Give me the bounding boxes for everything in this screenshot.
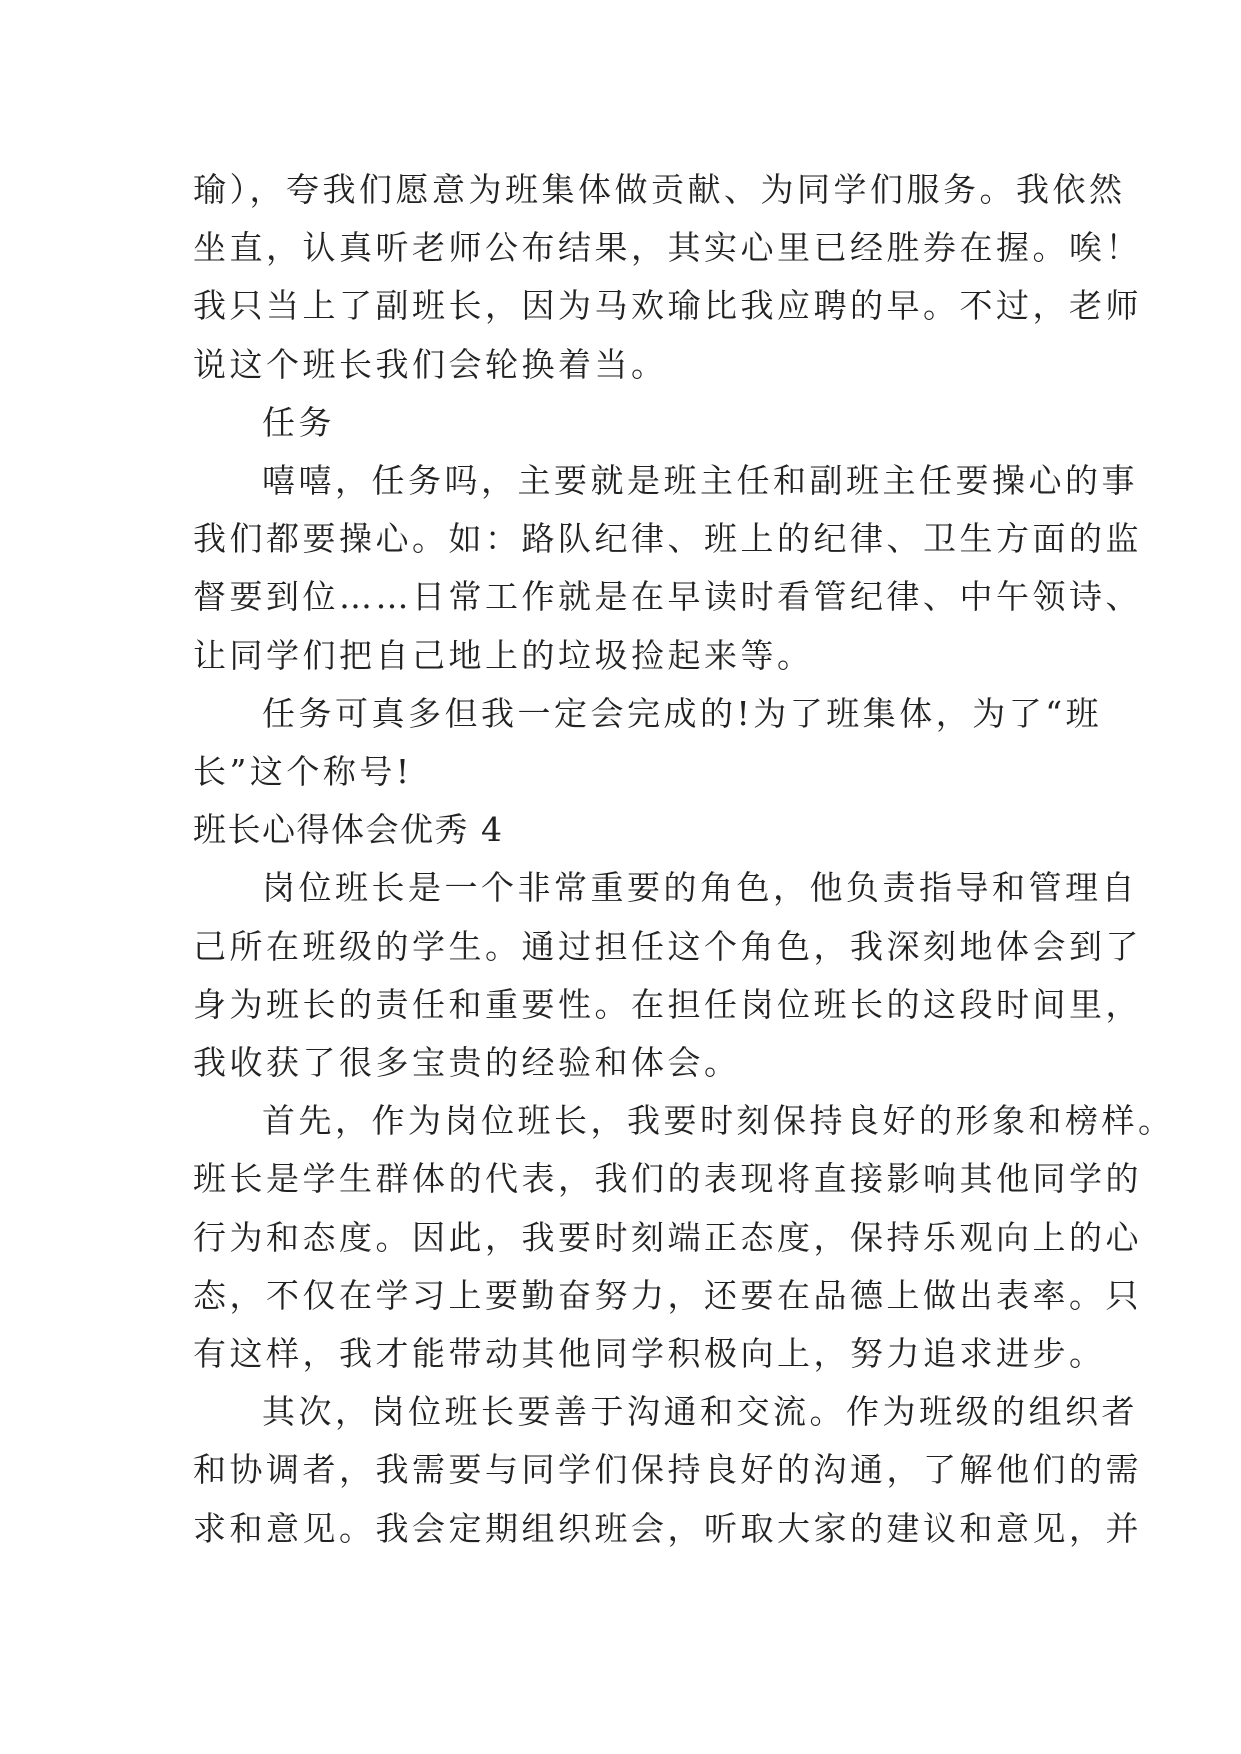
paragraph-3-continued bbox=[193, 510, 1142, 685]
text-line: 让同学们把自己地上的垃圾捡起来等。 bbox=[193, 635, 814, 675]
text-line: 嘻嘻，任务吗，主要就是班主任和副班主任要操心的事 bbox=[262, 461, 1138, 501]
paragraph-5-continued bbox=[193, 918, 1142, 1093]
text-line: 我收获了很多宝贵的经验和体会。 bbox=[193, 1043, 741, 1083]
text-line: 有这样，我才能带动其他同学积极向上，努力追求进步。 bbox=[193, 1334, 1106, 1374]
paragraph-1 bbox=[193, 161, 1142, 394]
text-line: 首先，作为岗位班长，我要时刻保持良好的形象和榜样。 bbox=[262, 1101, 1175, 1141]
paragraph-3 bbox=[193, 452, 1138, 510]
paragraph-6 bbox=[193, 1092, 1175, 1150]
text-line: 任务可真多但我一定会完成的!为了班集体，为了“班 bbox=[262, 693, 1103, 733]
text-line: 督要到位……日常工作就是在早读时看管纪律、中午领诗、 bbox=[193, 577, 1142, 617]
text-line: 班长是学生群体的代表，我们的表现将直接影响其他同学的 bbox=[193, 1159, 1142, 1199]
paragraph-6-continued bbox=[193, 1150, 1142, 1383]
text-line: 我只当上了副班长，因为马欢瑜比我应聘的早。不过，老师 bbox=[193, 286, 1142, 326]
paragraph-7 bbox=[193, 1383, 1138, 1441]
paragraph-4-continued bbox=[193, 743, 1073, 801]
text-line: 行为和态度。因此，我要时刻端正态度，保持乐观向上的心 bbox=[193, 1217, 1142, 1257]
text-line: 长”这个称号! bbox=[193, 752, 413, 792]
text-line: 岗位班长是一个非常重要的角色，他负责指导和管理自 bbox=[262, 868, 1138, 908]
text-line: 说这个班长我们会轮换着当。 bbox=[193, 344, 668, 384]
text-line: 其次，岗位班长要善于沟通和交流。作为班级的组织者 bbox=[262, 1392, 1138, 1432]
text-line: 坐直，认真听老师公布结果，其实心里已经胜券在握。唉！ bbox=[193, 228, 1142, 268]
text-line: 任务 bbox=[262, 402, 335, 442]
text-line: 态，不仅在学习上要勤奋努力，还要在品德上做出表率。只 bbox=[193, 1275, 1142, 1315]
text-line: 己所在班级的学生。通过担任这个角色，我深刻地体会到了 bbox=[193, 926, 1142, 966]
text-line: 求和意见。我会定期组织班会，听取大家的建议和意见，并 bbox=[193, 1508, 1142, 1548]
paragraph-4 bbox=[193, 685, 1103, 743]
text-line: 我们都要操心。如：路队纪律、班上的纪律、卫生方面的监 bbox=[193, 519, 1142, 559]
text-line: 身为班长的责任和重要性。在担任岗位班长的这段时间里， bbox=[193, 984, 1142, 1024]
text-line: 和协调者，我需要与同学们保持良好的沟通，了解他们的需 bbox=[193, 1450, 1142, 1490]
section-heading: 班长心得体会优秀 4 bbox=[193, 810, 504, 850]
document-body bbox=[193, 161, 1175, 1558]
text-line: 瑜），夸我们愿意为班集体做贡献、为同学们服务。我依然 bbox=[193, 170, 1126, 209]
paragraph-5 bbox=[193, 859, 1138, 917]
paragraph-7-continued bbox=[193, 1441, 1142, 1557]
paragraph-2 bbox=[193, 394, 1073, 452]
